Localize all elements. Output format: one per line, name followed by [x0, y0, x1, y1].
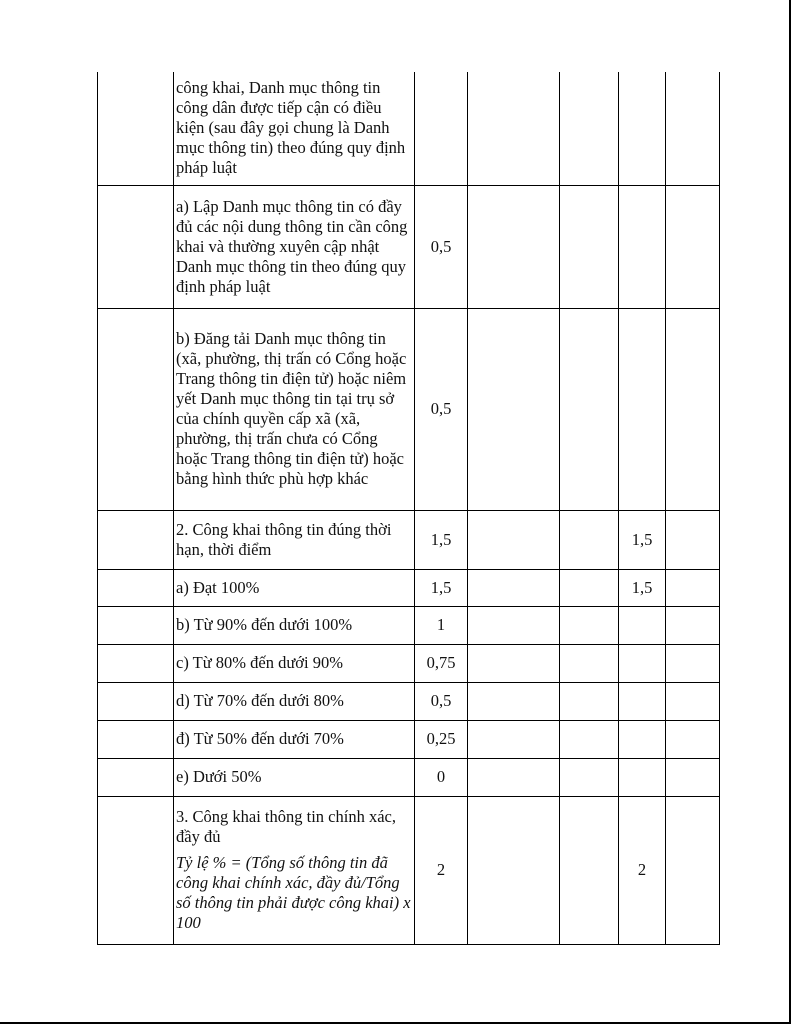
- evaluation-table: [97, 72, 720, 945]
- table-row: [98, 606, 720, 644]
- col4-cell: [560, 796, 619, 944]
- stt-cell: [98, 308, 174, 510]
- content-cell: [174, 72, 415, 185]
- col4-cell: [560, 510, 619, 569]
- stt-cell: [98, 510, 174, 569]
- col3-cell: [468, 720, 560, 758]
- col3-cell: [468, 569, 560, 606]
- stt-cell: [98, 185, 174, 308]
- table-row: [98, 185, 720, 308]
- col5-cell: [619, 644, 666, 682]
- col3-cell: [468, 185, 560, 308]
- content-cell: [174, 185, 415, 308]
- content-cell: [174, 796, 415, 944]
- formula-text: Tỷ lệ % = (Tổng số thông tin đã công khai chính xác, đầy đủ/Tổng số thông tin phải được công khai) x 100: [176, 853, 411, 932]
- col6-cell: [666, 720, 720, 758]
- col6-cell: [666, 510, 720, 569]
- table-row: [98, 682, 720, 720]
- score-cell: 0,5: [415, 185, 468, 308]
- col3-cell: [468, 72, 560, 185]
- stt-cell: [98, 682, 174, 720]
- score-cell: 0,5: [415, 682, 468, 720]
- score-cell: 1,5: [415, 569, 468, 606]
- table-row: [98, 510, 720, 569]
- col4-cell: [560, 308, 619, 510]
- stt-cell: [98, 606, 174, 644]
- content-text: b) Đăng tải Danh mục thông tin (xã, phường, thị trấn có Cổng hoặc Trang thông tin điện tử) hoặc niêm yết Danh mục thông tin tại trụ sở của chính quyền cấp xã (xã, phường, thị trấn chưa có Cổng hoặc Trang thông tin điện tử) hoặc bằng hình thức phù hợp khác: [176, 329, 407, 488]
- table-row: [98, 758, 720, 796]
- col5-cell: [619, 308, 666, 510]
- col4-cell: [560, 72, 619, 185]
- col4-cell: [560, 644, 619, 682]
- col3-cell: [468, 308, 560, 510]
- col4-cell: [560, 758, 619, 796]
- col3-cell: [468, 758, 560, 796]
- content-text: d) Từ 70% đến dưới 80%: [176, 691, 344, 710]
- col4-cell: [560, 569, 619, 606]
- content-text: công khai, Danh mục thông tin công dân được tiếp cận có điều kiện (sau đây gọi chung là Danh mục thông tin) theo đúng quy định pháp luật: [176, 78, 406, 178]
- content-cell: [174, 510, 415, 569]
- content-cell: [174, 606, 415, 644]
- col5-cell: 1,5: [619, 569, 666, 606]
- content-text: a) Lập Danh mục thông tin có đầy đủ các nội dung thông tin cần công khai và thường xuyên cập nhật Danh mục thông tin theo đúng quy định pháp luật: [176, 196, 408, 296]
- table-row: [98, 569, 720, 606]
- score-cell: 0,25: [415, 720, 468, 758]
- col5-cell: [619, 606, 666, 644]
- col6-cell: [666, 682, 720, 720]
- content-cell: [174, 644, 415, 682]
- content-text: e) Dưới 50%: [176, 767, 262, 786]
- col5-cell: [619, 758, 666, 796]
- col3-cell: [468, 682, 560, 720]
- col5-cell: 2: [619, 796, 666, 944]
- content-cell: [174, 569, 415, 606]
- content-text: 2. Công khai thông tin đúng thời hạn, thời điểm: [176, 519, 392, 559]
- col3-cell: [468, 796, 560, 944]
- score-cell: 1: [415, 606, 468, 644]
- stt-cell: [98, 796, 174, 944]
- table-row: [98, 308, 720, 510]
- content-cell: [174, 308, 415, 510]
- content-text: b) Từ 90% đến dưới 100%: [176, 615, 353, 634]
- col6-cell: [666, 308, 720, 510]
- col3-cell: [468, 644, 560, 682]
- col5-cell: 1,5: [619, 510, 666, 569]
- score-cell: 0,5: [415, 308, 468, 510]
- col6-cell: [666, 758, 720, 796]
- col5-cell: [619, 720, 666, 758]
- col4-cell: [560, 606, 619, 644]
- content-cell: [174, 720, 415, 758]
- col6-cell: [666, 796, 720, 944]
- col3-cell: [468, 606, 560, 644]
- col5-cell: [619, 185, 666, 308]
- col4-cell: [560, 682, 619, 720]
- score-cell: [415, 72, 468, 185]
- stt-cell: [98, 644, 174, 682]
- col3-cell: [468, 510, 560, 569]
- stt-cell: [98, 569, 174, 606]
- content-text: 3. Công khai thông tin chính xác, đầy đủ: [176, 807, 396, 846]
- col6-cell: [666, 569, 720, 606]
- stt-cell: [98, 758, 174, 796]
- stt-cell: [98, 72, 174, 185]
- score-cell: 2: [415, 796, 468, 944]
- table-row: [98, 72, 720, 185]
- score-cell: 0,75: [415, 644, 468, 682]
- score-cell: 1,5: [415, 510, 468, 569]
- col6-cell: [666, 185, 720, 308]
- col4-cell: [560, 720, 619, 758]
- stt-cell: [98, 720, 174, 758]
- table-row: [98, 644, 720, 682]
- content-text: a) Đạt 100%: [176, 577, 260, 597]
- col5-cell: [619, 72, 666, 185]
- content-text: đ) Từ 50% đến dưới 70%: [176, 729, 344, 748]
- content-text: c) Từ 80% đến dưới 90%: [176, 653, 343, 672]
- col4-cell: [560, 185, 619, 308]
- col6-cell: [666, 644, 720, 682]
- table-row: [98, 796, 720, 944]
- score-cell: 0: [415, 758, 468, 796]
- col6-cell: [666, 606, 720, 644]
- content-cell: [174, 682, 415, 720]
- col6-cell: [666, 72, 720, 185]
- content-cell: [174, 758, 415, 796]
- table-row: [98, 720, 720, 758]
- col5-cell: [619, 682, 666, 720]
